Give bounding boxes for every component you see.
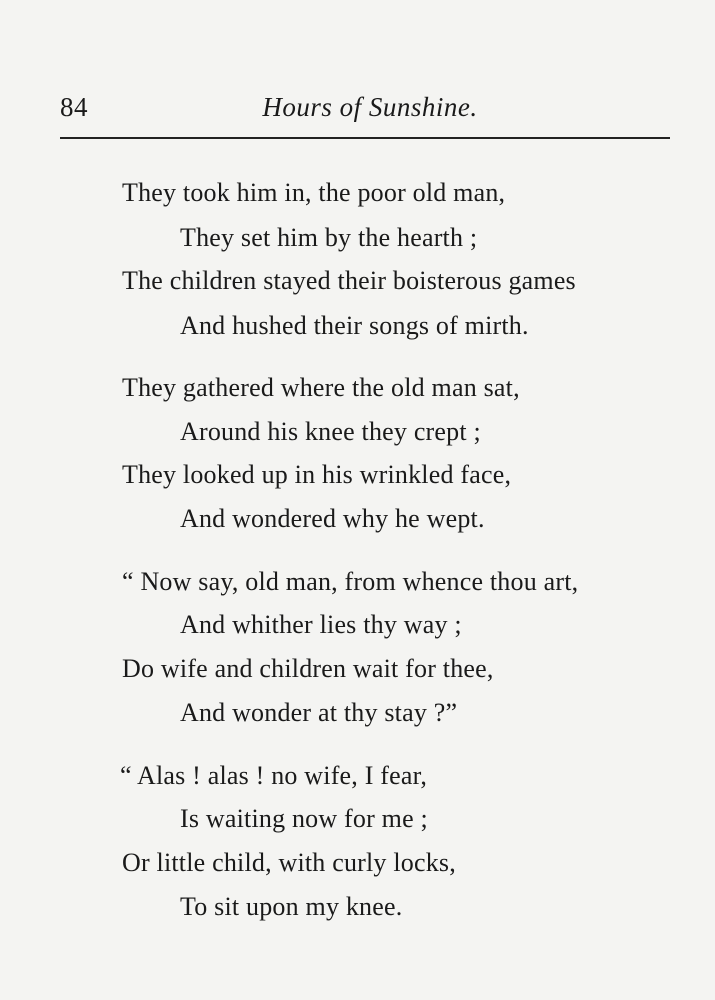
poem-line: They looked up in his wrinkled face, — [122, 460, 512, 489]
page-number: 84 — [60, 92, 88, 122]
poem-line: And whither lies thy way ; — [180, 610, 462, 639]
page-header — [60, 92, 670, 132]
poem-line: To sit upon my knee. — [180, 892, 403, 921]
poem-line: “ Alas ! alas ! no wife, I fear, — [120, 761, 428, 790]
poem-line: Is waiting now for me ; — [180, 804, 428, 833]
poem-line: Around his knee they crept ; — [180, 417, 481, 446]
poem-line: They took him in, the poor old man, — [122, 178, 506, 207]
poem-line: They set him by the hearth ; — [180, 223, 478, 252]
poem-line: They gathered where the old man sat, — [122, 373, 520, 402]
poem-line: Do wife and children wait for thee, — [122, 654, 494, 683]
running-title: Hours of Sunshine. — [262, 92, 478, 122]
header-rule — [60, 137, 670, 139]
poem-line: “ Now say, old man, from whence thou art, — [122, 567, 579, 596]
poem-line: And wondered why he wept. — [180, 504, 485, 533]
poem-line: Or little child, with curly locks, — [122, 848, 456, 877]
poem-line: And hushed their songs of mirth. — [180, 311, 529, 340]
poem-line: The children stayed their boisterous games — [122, 266, 576, 295]
poem-line: And wonder at thy stay ?” — [180, 698, 458, 727]
